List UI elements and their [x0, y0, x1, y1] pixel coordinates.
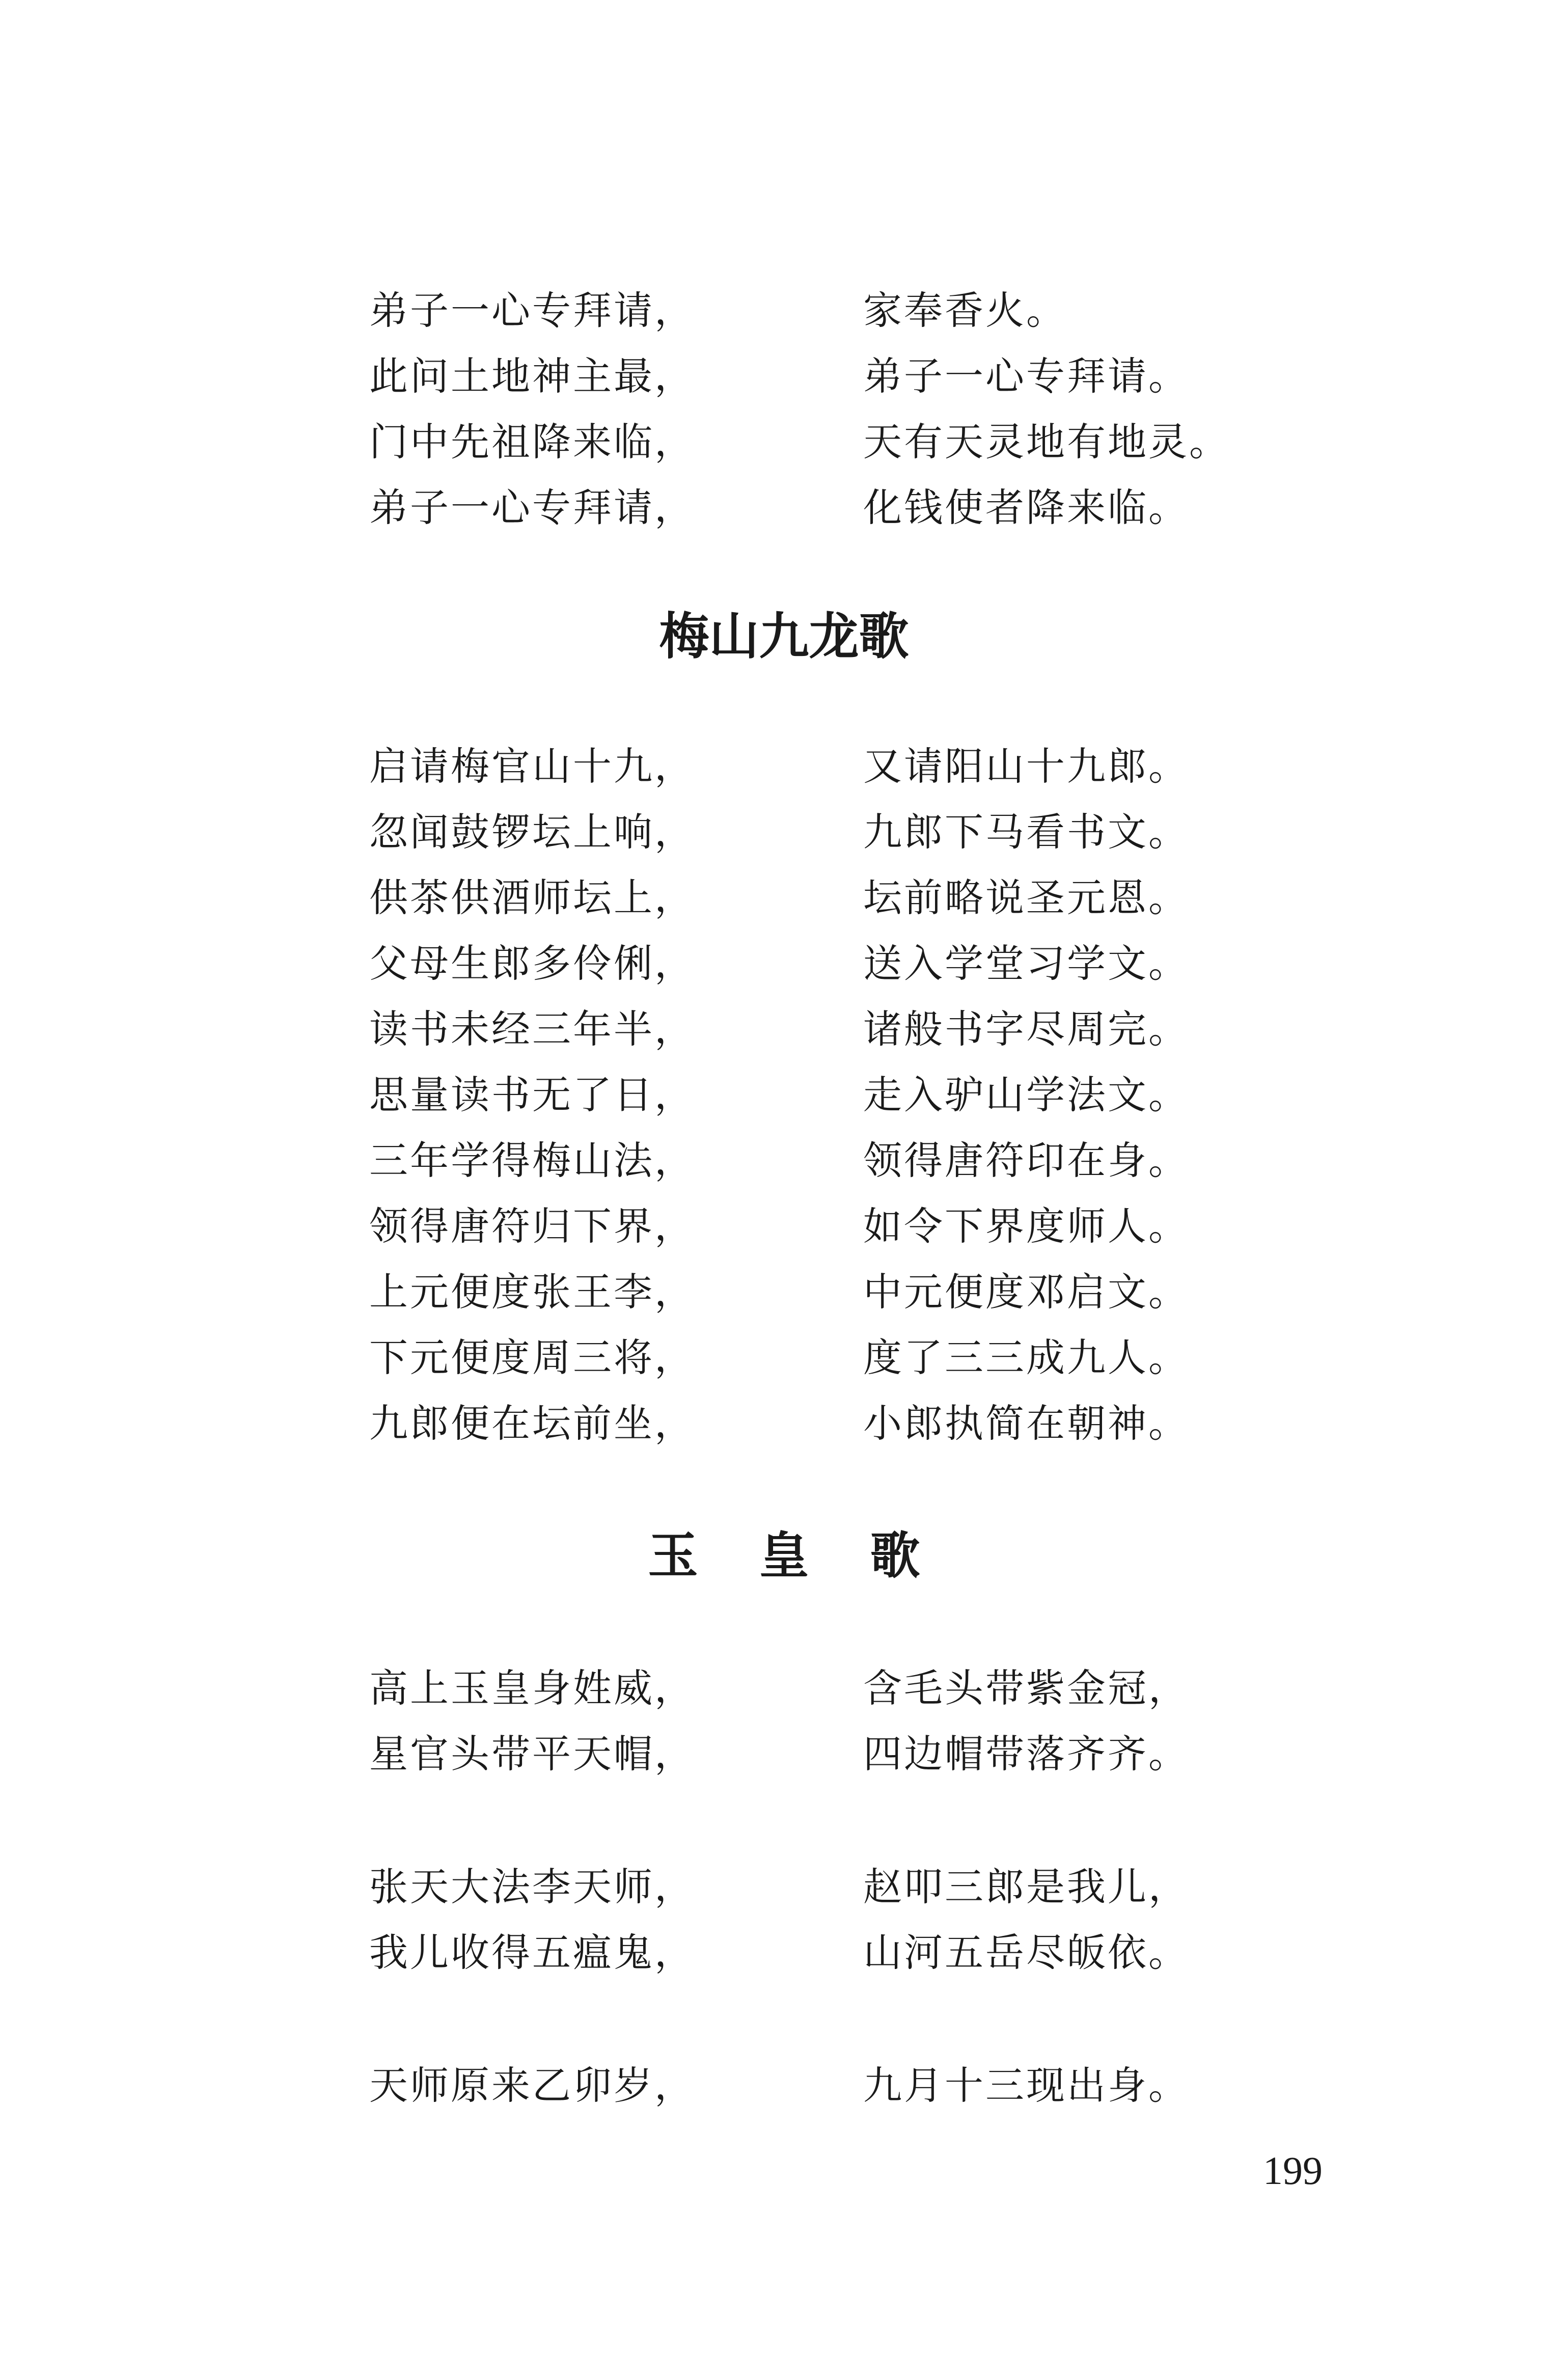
- verse-line: [0, 931, 1568, 996]
- verse-line-right: 九月十三现出身。: [863, 2063, 1189, 2108]
- verse-line-left: 读书未经三年半，: [369, 1006, 695, 1052]
- section-title-yuhuang: 玉皇歌: [648, 1527, 981, 1585]
- verse-line: [0, 1854, 1568, 1920]
- verse-line-right: 山河五岳尽皈依。: [863, 1930, 1189, 1975]
- page-number: 199: [1263, 2148, 1323, 2193]
- verse-line-left: 父母生郎多伶俐，: [369, 941, 695, 986]
- verse-line: [0, 799, 1568, 865]
- verse-line-right: 如令下界度师人。: [863, 1204, 1189, 1249]
- verse-line-right: 诸般书字尽周完。: [863, 1006, 1189, 1052]
- verse-line: [0, 1721, 1568, 1787]
- verse-line-right: 弟子一心专拜请。: [863, 353, 1189, 399]
- verse-line-right: 四边帽带落齐齐。: [863, 1731, 1189, 1776]
- verse-line-left: 三年学得梅山法，: [369, 1138, 695, 1183]
- verse-line-right: 坛前略说圣元恩。: [863, 875, 1189, 920]
- verse-line-left: 此问土地神主最，: [369, 353, 695, 399]
- verse-line-right: 中元便度邓启文。: [863, 1269, 1189, 1315]
- verse-line-right: 天有天灵地有地灵。: [863, 419, 1230, 464]
- verse-line: [0, 1655, 1568, 1721]
- verse-block-continuation: [0, 278, 1568, 540]
- verse-line: [0, 733, 1568, 799]
- verse-line-right: 走入驴山学法文。: [863, 1072, 1189, 1117]
- verse-line: [0, 865, 1568, 931]
- verse-line-left: 门中先祖降来临，: [369, 419, 695, 464]
- section-title-meishan: 梅山九龙歌: [659, 608, 909, 666]
- verse-line-right: 赵叩三郎是我儿，: [863, 1864, 1189, 1909]
- verse-line-right: 含毛头带紫金冠，: [863, 1665, 1189, 1711]
- verse-line: [0, 278, 1568, 343]
- verse-line-right: 送入学堂习学文。: [863, 941, 1189, 986]
- verse-line: [0, 1193, 1568, 1259]
- verse-line: [0, 475, 1568, 540]
- verse-line-right: 又请阳山十九郎。: [863, 744, 1189, 789]
- verse-block-yuhuang: [0, 1655, 1568, 2118]
- verse-line-left: 星官头带平天帽，: [369, 1731, 695, 1776]
- verse-line: [0, 409, 1568, 475]
- verse-block-meishan: [0, 733, 1568, 1456]
- verse-line-left: 弟子一心专拜请，: [369, 288, 695, 333]
- verse-line-left: 启请梅官山十九，: [369, 744, 695, 789]
- verse-line-right: 化钱使者降来临。: [863, 485, 1189, 530]
- verse-line-left: 上元便度张王李，: [369, 1269, 695, 1315]
- verse-line-left: 九郎便在坛前坐，: [369, 1401, 695, 1446]
- verse-line-left: 下元便度周三将，: [369, 1335, 695, 1380]
- verse-line-right: 度了三三成九人。: [863, 1335, 1189, 1380]
- verse-line: [0, 996, 1568, 1062]
- verse-line-left: 高上玉皇身姓威，: [369, 1665, 695, 1711]
- verse-line-left: 忽闻鼓锣坛上响，: [369, 809, 695, 855]
- stanza-gap: [0, 1985, 1568, 2053]
- verse-line-left: 领得唐符归下界，: [369, 1204, 695, 1249]
- verse-line-right: 领得唐符印在身。: [863, 1138, 1189, 1183]
- verse-line-left: 弟子一心专拜请，: [369, 485, 695, 530]
- verse-line-left: 张天大法李天师，: [369, 1864, 695, 1909]
- verse-line-right: 小郎执简在朝神。: [863, 1401, 1189, 1446]
- verse-line: [0, 1390, 1568, 1456]
- verse-line: [0, 2053, 1568, 2118]
- verse-line-right: 家奉香火。: [863, 288, 1067, 333]
- stanza-gap: [0, 1787, 1568, 1854]
- verse-line-left: 思量读书无了日，: [369, 1072, 695, 1117]
- verse-line-left: 我儿收得五瘟鬼，: [369, 1930, 695, 1975]
- verse-line-left: 供茶供酒师坛上，: [369, 875, 695, 920]
- verse-line-right: 九郎下马看书文。: [863, 809, 1189, 855]
- verse-line: [0, 1325, 1568, 1390]
- verse-line: [0, 1128, 1568, 1193]
- verse-line-left: 天师原来乙卯岁，: [369, 2063, 695, 2108]
- verse-line: [0, 1920, 1568, 1985]
- verse-line: [0, 343, 1568, 409]
- verse-line: [0, 1259, 1568, 1325]
- verse-line: [0, 1062, 1568, 1128]
